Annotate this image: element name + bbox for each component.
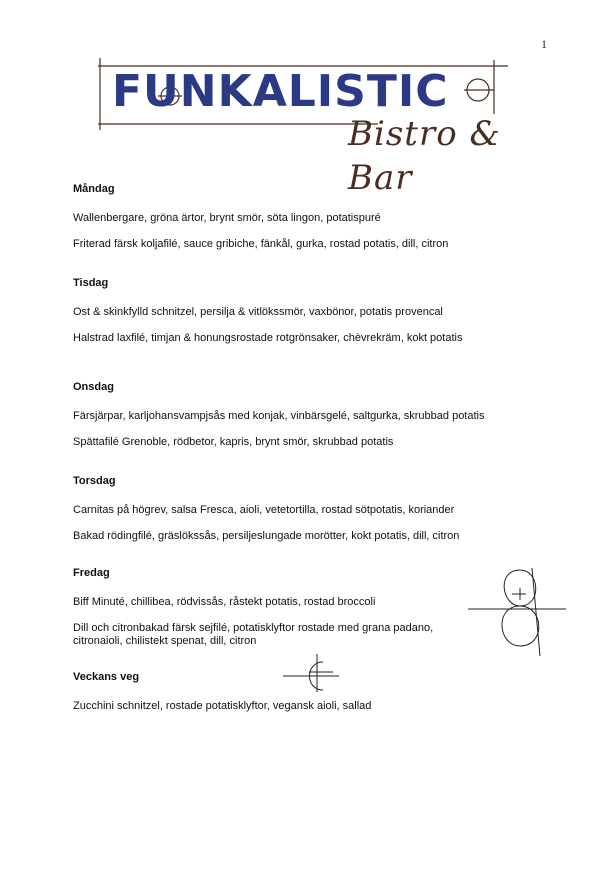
dish: Färsjärpar, karljohansvampjsås med konjak, vinbärsgelé, saltgurka, skrubbad potatis xyxy=(73,410,485,422)
dish: Friterad färsk koljafilé, sauce gribiche, fänkål, gurka, rostad potatis, dill, citron xyxy=(73,238,449,250)
dish: Bakad rödingfilé, gräslökssås, persiljeslungade morötter, kokt potatis, dill, citron xyxy=(73,530,460,542)
logo-subtitle: Bistro & Bar xyxy=(348,114,501,198)
logo-wordmark: FUNKALISTIC xyxy=(112,66,449,117)
day-name: Fredag xyxy=(73,567,110,579)
dish: Halstrad laxfilé, timjan & honungsrostade rotgrönsaker, chèvrekräm, kokt potatis xyxy=(73,332,463,344)
day-name: Onsdag xyxy=(73,381,114,393)
decorative-cross-icon xyxy=(283,654,341,694)
day-name: Tisdag xyxy=(73,277,109,289)
day-wednesday xyxy=(73,380,573,462)
day-tuesday xyxy=(73,276,573,358)
day-name: Veckans veg xyxy=(73,671,140,683)
logo xyxy=(98,58,518,198)
dish: Dill och citronbakad färsk sejfilé, potatisklyftor rostade med grana padano, citronaioli, chilistekt spenat, dill, citron xyxy=(73,622,434,647)
dish: Spättafilé Grenoble, rödbetor, kapris, brynt smör, skrubbad potatis xyxy=(73,436,394,448)
page-number: 1 xyxy=(541,37,547,51)
decorative-flourish-icon xyxy=(468,566,568,658)
day-name: Måndag xyxy=(73,183,115,195)
day-name: Torsdag xyxy=(73,475,116,487)
dish: Wallenbergare, gröna ärtor, brynt smör, söta lingon, potatispuré xyxy=(73,212,381,224)
dish: Ost & skinkfylld schnitzel, persilja & vitlökssmör, vaxbönor, potatis provencal xyxy=(73,306,443,318)
day-monday xyxy=(73,182,573,264)
dish: Zucchini schnitzel, rostade potatisklyftor, vegansk aioli, sallad xyxy=(73,700,372,712)
dish: Biff Minuté, chillibea, rödvissås, råstekt potatis, rostad broccoli xyxy=(73,596,376,608)
dish: Carnitas på högrev, salsa Fresca, aioli, vetetortilla, rostad sötpotatis, koriander xyxy=(73,504,455,516)
day-thursday xyxy=(73,474,573,556)
